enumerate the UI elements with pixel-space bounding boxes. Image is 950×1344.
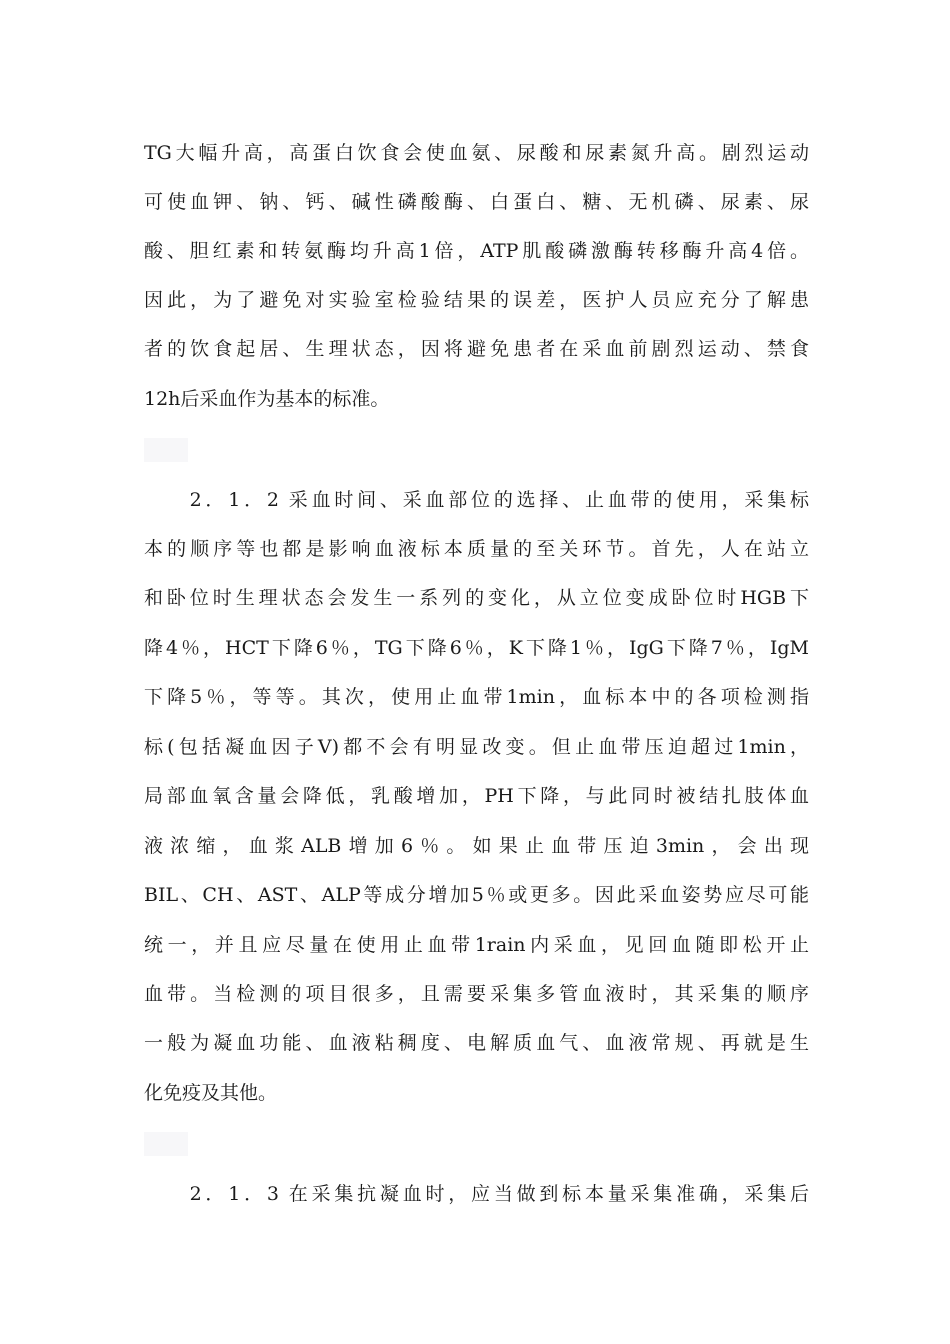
section-heading-line: 2．1．3 在采集抗凝血时，应当做到标本量采集准确，采集后 bbox=[144, 1183, 809, 1205]
text-line: 化免疫及其他。 bbox=[144, 1082, 278, 1104]
blank-line-highlight bbox=[144, 438, 188, 462]
text-line: 降4％，HCT下降6％，TG下降6％，K下降1％，IgG下降7％，IgM bbox=[144, 637, 809, 659]
text-line: 血带。当检测的项目很多，且需要采集多管血液时，其采集的顺序 bbox=[144, 983, 809, 1005]
text-line: 本的顺序等也都是影响血液标本质量的至关环节。首先，人在站立 bbox=[144, 538, 809, 560]
text-line: TG大幅升高，高蛋白饮食会使血氨、尿酸和尿素氮升高。剧烈运动 bbox=[144, 142, 809, 164]
text-line: 因此，为了避免对实验室检验结果的误差，医护人员应充分了解患 bbox=[144, 289, 809, 311]
text-line: 局部血氧含量会降低，乳酸增加，PH下降，与此同时被结扎肢体血 bbox=[144, 785, 809, 807]
section-heading-line: 2．1．2 采血时间、采血部位的选择、止血带的使用，采集标 bbox=[144, 489, 809, 511]
text-line: BIL、CH、AST、ALP等成分增加5％或更多。因此采血姿势应尽可能 bbox=[144, 884, 809, 906]
text-line: 酸、胆红素和转氨酶均升高1倍，ATP肌酸磷激酶转移酶升高4倍。 bbox=[144, 240, 809, 262]
text-line: 12h后采血作为基本的标准。 bbox=[144, 388, 390, 410]
text-line: 可使血钾、钠、钙、碱性磷酸酶、白蛋白、糖、无机磷、尿素、尿 bbox=[144, 191, 809, 213]
text-line: 统一，并且应尽量在使用止血带1rain内采血，见回血随即松开止 bbox=[144, 934, 809, 956]
text-line: 下降5％，等等。其次，使用止血带1min，血标本中的各项检测指 bbox=[144, 686, 809, 708]
text-line: 液浓缩，血浆ALB增加6％。如果止血带压迫3min，会出现 bbox=[144, 835, 809, 857]
text-line: 者的饮食起居、生理状态，因将避免患者在采血前剧烈运动、禁食 bbox=[144, 338, 809, 360]
blank-line-highlight bbox=[144, 1132, 188, 1156]
text-line: 和卧位时生理状态会发生一系列的变化，从立位变成卧位时HGB下 bbox=[144, 587, 809, 609]
text-line: 标(包括凝血因子V)都不会有明显改变。但止血带压迫超过1min， bbox=[144, 736, 809, 758]
text-line: 一般为凝血功能、血液粘稠度、电解质血气、血液常规、再就是生 bbox=[144, 1032, 809, 1054]
